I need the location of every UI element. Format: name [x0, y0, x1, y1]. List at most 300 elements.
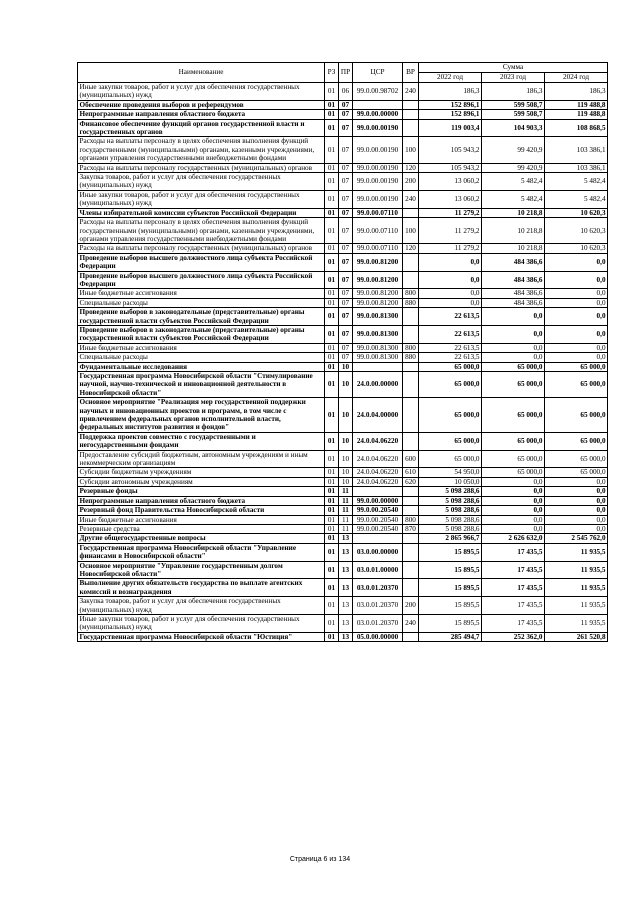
row-name: Фундаментальные исследования [78, 362, 325, 371]
row-rz: 01 [325, 244, 339, 253]
row-rz: 01 [325, 119, 339, 137]
row-sum-2024: 65 000,0 [545, 432, 608, 450]
row-rz: 01 [325, 353, 339, 362]
table-row [78, 100, 608, 109]
row-sum-2022: 13 060,2 [419, 190, 482, 208]
row-vr [403, 362, 419, 371]
row-rz: 01 [325, 561, 339, 579]
row-pr: 10 [339, 398, 353, 433]
row-sum-2022: 65 000,0 [419, 398, 482, 433]
table-row [78, 308, 608, 326]
table-row [78, 137, 608, 163]
row-sum-2023: 104 903,3 [482, 119, 545, 137]
table-row [78, 253, 608, 271]
row-rz: 01 [325, 534, 339, 543]
row-sum-2023: 17 435,5 [482, 614, 545, 632]
row-vr [403, 487, 419, 496]
row-sum-2022: 65 000,0 [419, 450, 482, 468]
row-sum-2022: 65 000,0 [419, 362, 482, 371]
row-sum-2022: 22 613,5 [419, 353, 482, 362]
row-vr: 100 [403, 137, 419, 163]
table-row [78, 515, 608, 524]
row-name: Резервные средства [78, 524, 325, 533]
row-sum-2024: 65 000,0 [545, 468, 608, 477]
row-rz: 01 [325, 468, 339, 477]
row-sum-2022: 2 865 966,7 [419, 534, 482, 543]
row-sum-2024: 11 935,5 [545, 561, 608, 579]
row-vr [403, 398, 419, 433]
row-csr: 99.0.00.20540 [353, 524, 403, 533]
row-sum-2022: 119 003,4 [419, 119, 482, 137]
row-pr: 13 [339, 597, 353, 615]
row-name: Субсидии автономным учреждениям [78, 477, 325, 486]
table-row [78, 543, 608, 561]
header-vr: ВР [403, 63, 419, 83]
row-vr [403, 543, 419, 561]
row-pr: 07 [339, 119, 353, 137]
row-rz: 01 [325, 137, 339, 163]
row-pr: 07 [339, 137, 353, 163]
row-pr: 13 [339, 614, 353, 632]
row-name: Другие общегосударственные вопросы [78, 534, 325, 543]
row-pr: 13 [339, 632, 353, 641]
table-row [78, 289, 608, 298]
row-sum-2024: 0,0 [545, 496, 608, 505]
header-name: Наименование [78, 63, 325, 83]
row-sum-2023: 99 420,9 [482, 163, 545, 172]
row-name: Специальные расходы [78, 298, 325, 307]
row-name: Иные закупки товаров, работ и услуг для обеспечения государственных (муниципальных) нужд [78, 190, 325, 208]
row-sum-2022: 5 098 288,6 [419, 515, 482, 524]
table-row [78, 271, 608, 289]
row-vr: 620 [403, 477, 419, 486]
row-rz: 01 [325, 163, 339, 172]
row-vr [403, 579, 419, 597]
row-pr: 07 [339, 244, 353, 253]
row-name: Проведение выборов в законодательные (представительные) органы государственной власти субъектов Российской Федерации [78, 325, 325, 343]
row-sum-2023: 65 000,0 [482, 362, 545, 371]
budget-table [77, 62, 608, 642]
row-vr: 800 [403, 515, 419, 524]
row-sum-2022: 15 895,5 [419, 561, 482, 579]
row-vr [403, 271, 419, 289]
row-sum-2022: 13 060,2 [419, 173, 482, 191]
row-name: Иные бюджетные ассигнования [78, 515, 325, 524]
row-sum-2024: 10 620,3 [545, 218, 608, 244]
row-sum-2023: 186,3 [482, 83, 545, 101]
row-vr [403, 506, 419, 515]
row-name: Государственная программа Новосибирской области "Юстиция" [78, 632, 325, 641]
row-sum-2024: 0,0 [545, 353, 608, 362]
row-sum-2024: 11 935,5 [545, 614, 608, 632]
row-rz: 01 [325, 271, 339, 289]
row-sum-2022: 65 000,0 [419, 432, 482, 450]
row-csr: 99.0.00.00190 [353, 190, 403, 208]
row-rz: 01 [325, 632, 339, 641]
row-csr: 24.0.04.06220 [353, 432, 403, 450]
row-sum-2022: 15 895,5 [419, 579, 482, 597]
row-pr: 07 [339, 173, 353, 191]
row-vr: 800 [403, 289, 419, 298]
row-vr: 120 [403, 244, 419, 253]
row-pr: 07 [339, 271, 353, 289]
row-pr: 13 [339, 534, 353, 543]
row-vr: 100 [403, 218, 419, 244]
row-csr [353, 534, 403, 543]
header-rz: РЗ [325, 63, 339, 83]
row-sum-2024: 10 620,3 [545, 244, 608, 253]
row-sum-2023: 65 000,0 [482, 468, 545, 477]
row-rz: 01 [325, 524, 339, 533]
row-sum-2024: 65 000,0 [545, 398, 608, 433]
row-sum-2023: 65 000,0 [482, 432, 545, 450]
row-sum-2022: 22 613,5 [419, 325, 482, 343]
table-row [78, 343, 608, 352]
row-sum-2022: 5 098 288,6 [419, 524, 482, 533]
row-name: Выполнение других обязательств государства по выплате агентских комиссий и вознаграждения [78, 579, 325, 597]
row-sum-2023: 599 508,7 [482, 110, 545, 119]
row-vr: 880 [403, 298, 419, 307]
row-vr [403, 561, 419, 579]
row-sum-2024: 261 520,8 [545, 632, 608, 641]
row-vr: 880 [403, 353, 419, 362]
row-rz: 01 [325, 100, 339, 109]
table-row [78, 632, 608, 641]
row-pr: 07 [339, 208, 353, 217]
row-csr: 99.0.00.00000 [353, 110, 403, 119]
row-sum-2023: 0,0 [482, 308, 545, 326]
row-sum-2022: 65 000,0 [419, 372, 482, 398]
row-rz: 01 [325, 110, 339, 119]
row-csr: 99.0.00.81300 [353, 308, 403, 326]
row-pr: 07 [339, 308, 353, 326]
row-sum-2024: 2 545 762,0 [545, 534, 608, 543]
row-rz: 01 [325, 218, 339, 244]
row-sum-2022: 10 050,0 [419, 477, 482, 486]
row-name: Проведение выборов в законодательные (представительные) органы государственной власти субъектов Российской Федерации [78, 308, 325, 326]
row-csr: 24.0.04.06220 [353, 468, 403, 477]
row-pr: 07 [339, 298, 353, 307]
row-sum-2024: 0,0 [545, 506, 608, 515]
row-vr: 870 [403, 524, 419, 533]
row-sum-2024: 65 000,0 [545, 362, 608, 371]
row-vr [403, 253, 419, 271]
row-sum-2023: 2 626 632,0 [482, 534, 545, 543]
row-vr [403, 432, 419, 450]
row-csr: 03.0.00.00000 [353, 543, 403, 561]
row-sum-2022: 11 279,2 [419, 244, 482, 253]
row-vr [403, 632, 419, 641]
row-csr: 99.0.00.81200 [353, 253, 403, 271]
row-sum-2023: 17 435,5 [482, 579, 545, 597]
row-rz: 01 [325, 308, 339, 326]
table-row [78, 208, 608, 217]
row-rz: 01 [325, 362, 339, 371]
row-csr: 03.0.01.20370 [353, 597, 403, 615]
row-vr [403, 119, 419, 137]
row-csr [353, 487, 403, 496]
row-csr: 99.0.00.20540 [353, 506, 403, 515]
row-sum-2024: 0,0 [545, 343, 608, 352]
table-row [78, 353, 608, 362]
row-csr: 05.0.00.00000 [353, 632, 403, 641]
table-row [78, 362, 608, 371]
row-csr: 99.0.00.98702 [353, 83, 403, 101]
row-sum-2024: 65 000,0 [545, 372, 608, 398]
row-sum-2023: 5 482,4 [482, 190, 545, 208]
row-vr [403, 372, 419, 398]
row-csr: 03.0.01.20370 [353, 614, 403, 632]
row-vr: 610 [403, 468, 419, 477]
row-sum-2022: 15 895,5 [419, 614, 482, 632]
row-sum-2022: 0,0 [419, 271, 482, 289]
table-row [78, 597, 608, 615]
row-rz: 01 [325, 190, 339, 208]
row-pr: 07 [339, 163, 353, 172]
row-vr [403, 325, 419, 343]
row-sum-2022: 285 494,7 [419, 632, 482, 641]
row-rz: 01 [325, 398, 339, 433]
row-name: Субсидии бюджетным учреждениям [78, 468, 325, 477]
table-header [78, 63, 608, 83]
row-sum-2022: 22 613,5 [419, 343, 482, 352]
row-rz: 01 [325, 343, 339, 352]
table-row [78, 218, 608, 244]
row-csr: 99.0.00.07110 [353, 208, 403, 217]
row-csr: 03.0.01.20370 [353, 579, 403, 597]
header-sum: Сумма [419, 63, 608, 73]
row-sum-2022: 0,0 [419, 298, 482, 307]
row-csr: 99.0.00.81200 [353, 298, 403, 307]
row-sum-2022: 105 943,2 [419, 137, 482, 163]
row-sum-2024: 0,0 [545, 515, 608, 524]
row-name: Предоставление субсидий бюджетным, автономным учреждениям и иным некоммерческим организациям [78, 450, 325, 468]
row-sum-2024: 0,0 [545, 477, 608, 486]
row-csr: 24.0.04.06220 [353, 477, 403, 486]
row-vr: 200 [403, 173, 419, 191]
row-rz: 01 [325, 208, 339, 217]
row-pr: 07 [339, 218, 353, 244]
row-name: Расходы на выплаты персоналу в целях обеспечения выполнения функций государственными (муниципальными) органами, казенными учреждениями, органами управления государственными внебюджетными фондами [78, 218, 325, 244]
row-sum-2024: 0,0 [545, 271, 608, 289]
row-sum-2022: 152 896,1 [419, 100, 482, 109]
row-csr: 99.0.00.81200 [353, 271, 403, 289]
row-name: Закупка товаров, работ и услуг для обеспечения государственных (муниципальных) нужд [78, 173, 325, 191]
row-csr: 99.0.00.81300 [353, 353, 403, 362]
table-row [78, 534, 608, 543]
table-row [78, 432, 608, 450]
table-row [78, 450, 608, 468]
table-row [78, 119, 608, 137]
row-sum-2023: 17 435,5 [482, 597, 545, 615]
table-row [78, 468, 608, 477]
row-name: Проведение выборов высшего должностного лица субъекта Российской Федерации [78, 271, 325, 289]
row-sum-2023: 65 000,0 [482, 450, 545, 468]
row-sum-2023: 0,0 [482, 487, 545, 496]
row-sum-2023: 10 218,8 [482, 218, 545, 244]
row-pr: 11 [339, 487, 353, 496]
row-sum-2023: 10 218,8 [482, 244, 545, 253]
header-pr: ПР [339, 63, 353, 83]
row-rz: 01 [325, 477, 339, 486]
row-name: Резервный фонд Правительства Новосибирской области [78, 506, 325, 515]
row-sum-2022: 15 895,5 [419, 597, 482, 615]
row-vr [403, 496, 419, 505]
row-csr: 99.0.00.81200 [353, 289, 403, 298]
table-row [78, 163, 608, 172]
row-csr: 99.0.00.00190 [353, 173, 403, 191]
row-vr: 240 [403, 190, 419, 208]
row-sum-2022: 0,0 [419, 253, 482, 271]
row-name: Иные бюджетные ассигнования [78, 343, 325, 352]
row-sum-2023: 0,0 [482, 524, 545, 533]
row-sum-2023: 0,0 [482, 496, 545, 505]
row-name: Финансовое обеспечение функций органов государственной власти и государственных органов [78, 119, 325, 137]
row-vr [403, 100, 419, 109]
table-row [78, 496, 608, 505]
table-row [78, 110, 608, 119]
row-sum-2024: 65 000,0 [545, 450, 608, 468]
row-sum-2022: 22 613,5 [419, 308, 482, 326]
row-sum-2024: 0,0 [545, 298, 608, 307]
row-name: Расходы на выплаты персоналу в целях обеспечения выполнения функций государственными (муниципальными) органами, казенными учреждениями, органами управления государственными внебюджетными фондами [78, 137, 325, 163]
row-csr: 03.0.01.00000 [353, 561, 403, 579]
row-sum-2024: 11 935,5 [545, 597, 608, 615]
row-rz: 01 [325, 325, 339, 343]
row-vr [403, 208, 419, 217]
row-csr: 99.0.00.07110 [353, 218, 403, 244]
row-sum-2024: 5 482,4 [545, 190, 608, 208]
header-year-2024: 2024 год [545, 73, 608, 83]
row-csr: 99.0.00.20540 [353, 515, 403, 524]
row-csr: 99.0.00.00190 [353, 119, 403, 137]
row-rz: 01 [325, 432, 339, 450]
row-vr [403, 308, 419, 326]
page-number: Страница 6 из 134 [289, 856, 351, 863]
row-sum-2023: 10 218,8 [482, 208, 545, 217]
row-rz: 01 [325, 597, 339, 615]
row-pr: 13 [339, 579, 353, 597]
row-pr: 07 [339, 289, 353, 298]
row-rz: 01 [325, 253, 339, 271]
table-row [78, 398, 608, 433]
row-sum-2022: 11 279,2 [419, 218, 482, 244]
row-csr: 99.0.00.81300 [353, 343, 403, 352]
row-sum-2023: 484 386,6 [482, 271, 545, 289]
table-row [78, 244, 608, 253]
row-name: Основное мероприятие "Управление государственным долгом Новосибирской области" [78, 561, 325, 579]
row-rz: 01 [325, 372, 339, 398]
row-pr: 13 [339, 543, 353, 561]
row-name: Расходы на выплаты персоналу государственных (муниципальных) органов [78, 244, 325, 253]
row-rz: 01 [325, 543, 339, 561]
row-csr [353, 362, 403, 371]
row-pr: 13 [339, 561, 353, 579]
table-row [78, 524, 608, 533]
row-name: Иные бюджетные ассигнования [78, 289, 325, 298]
row-sum-2024: 186,3 [545, 83, 608, 101]
row-rz: 01 [325, 289, 339, 298]
row-sum-2022: 152 896,1 [419, 110, 482, 119]
row-csr: 99.0.00.07110 [353, 244, 403, 253]
row-rz: 01 [325, 450, 339, 468]
row-rz: 01 [325, 298, 339, 307]
row-sum-2023: 17 435,5 [482, 561, 545, 579]
row-name: Резервные фонды [78, 487, 325, 496]
row-sum-2023: 0,0 [482, 515, 545, 524]
row-rz: 01 [325, 83, 339, 101]
row-sum-2023: 0,0 [482, 477, 545, 486]
row-pr: 11 [339, 515, 353, 524]
row-rz: 01 [325, 496, 339, 505]
row-vr: 200 [403, 597, 419, 615]
row-name: Специальные расходы [78, 353, 325, 362]
row-vr: 240 [403, 614, 419, 632]
row-pr: 07 [339, 190, 353, 208]
row-vr: 240 [403, 83, 419, 101]
row-pr: 11 [339, 524, 353, 533]
row-sum-2023: 484 386,6 [482, 289, 545, 298]
header-csr: ЦСР [353, 63, 403, 83]
row-sum-2022: 15 895,5 [419, 543, 482, 561]
row-sum-2022: 5 098 288,6 [419, 487, 482, 496]
row-name: Государственная программа Новосибирской области "Стимулирование научной, научно-технической и инновационной деятельности в Новосибирской области" [78, 372, 325, 398]
row-name: Проведение выборов высшего должностного лица субъекта Российской Федерации [78, 253, 325, 271]
row-pr: 07 [339, 253, 353, 271]
row-sum-2022: 105 943,2 [419, 163, 482, 172]
row-vr: 800 [403, 343, 419, 352]
row-pr: 11 [339, 506, 353, 515]
table-row [78, 298, 608, 307]
row-sum-2023: 65 000,0 [482, 398, 545, 433]
row-pr: 10 [339, 450, 353, 468]
row-sum-2023: 5 482,4 [482, 173, 545, 191]
header-year-2022: 2022 год [419, 73, 482, 83]
row-sum-2023: 17 435,5 [482, 543, 545, 561]
row-sum-2024: 0,0 [545, 524, 608, 533]
table-row [78, 83, 608, 101]
row-sum-2023: 0,0 [482, 343, 545, 352]
row-name: Иные закупки товаров, работ и услуг для обеспечения государственных (муниципальных) нужд [78, 83, 325, 101]
row-name: Расходы на выплаты персоналу государственных (муниципальных) органов [78, 163, 325, 172]
table-row [78, 325, 608, 343]
table-row [78, 190, 608, 208]
row-sum-2024: 0,0 [545, 308, 608, 326]
row-sum-2024: 108 868,5 [545, 119, 608, 137]
row-csr [353, 100, 403, 109]
row-sum-2023: 65 000,0 [482, 372, 545, 398]
row-sum-2024: 0,0 [545, 487, 608, 496]
table-row [78, 487, 608, 496]
row-name: Обеспечение проведения выборов и референдумов [78, 100, 325, 109]
table-row [78, 477, 608, 486]
row-sum-2024: 11 935,5 [545, 543, 608, 561]
row-pr: 07 [339, 110, 353, 119]
row-name: Непрограммные направления областного бюджета [78, 110, 325, 119]
row-sum-2022: 5 098 288,6 [419, 506, 482, 515]
row-rz: 01 [325, 506, 339, 515]
row-vr [403, 534, 419, 543]
header-year-2023: 2023 год [482, 73, 545, 83]
row-pr: 06 [339, 83, 353, 101]
row-rz: 01 [325, 173, 339, 191]
table-row [78, 372, 608, 398]
row-csr: 99.0.00.81300 [353, 325, 403, 343]
row-sum-2024: 103 386,1 [545, 163, 608, 172]
row-sum-2024: 0,0 [545, 325, 608, 343]
row-sum-2023: 0,0 [482, 506, 545, 515]
row-rz: 01 [325, 579, 339, 597]
